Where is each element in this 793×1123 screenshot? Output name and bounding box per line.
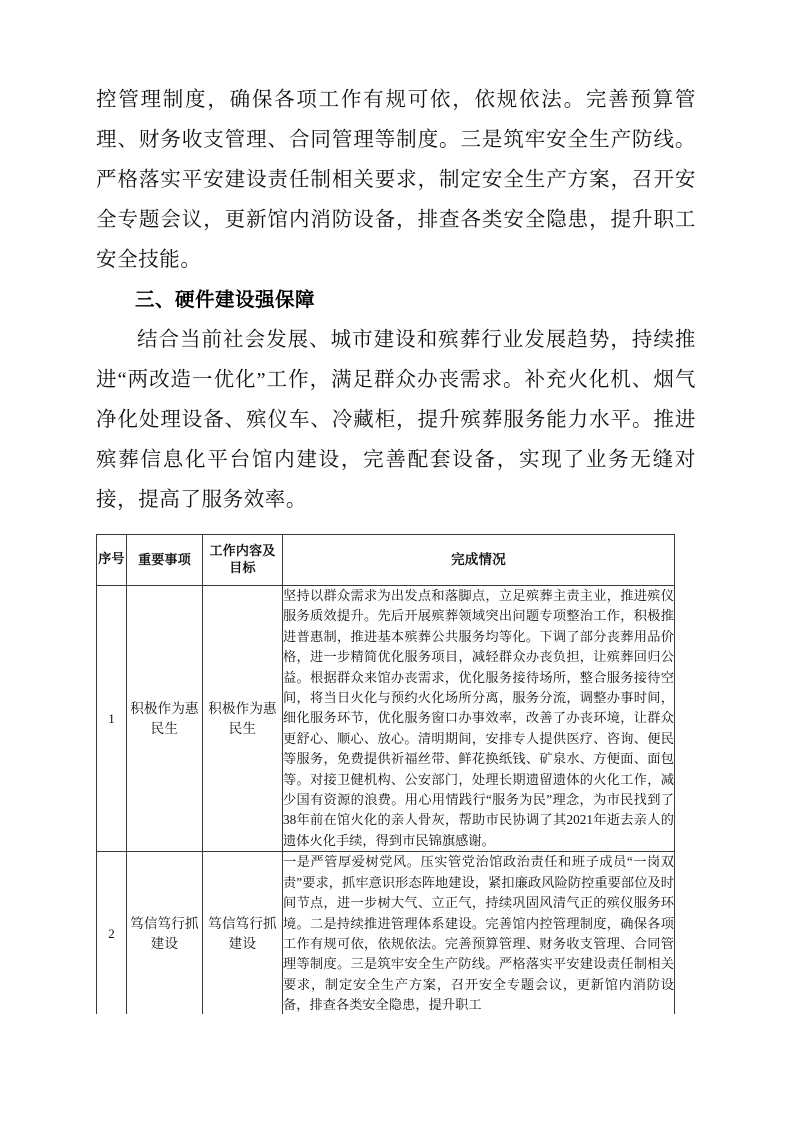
table-row	[97, 586, 675, 852]
cell-item: 积极作为惠民生	[127, 586, 203, 852]
report-table	[96, 534, 675, 1014]
column-header-index: 序号	[97, 535, 127, 586]
cell-item: 笃信笃行抓建设	[127, 852, 203, 1014]
table-body	[97, 586, 675, 1015]
body-paragraph-continued: 控管理制度，确保各项工作有规可依，依规依法。完善预算管理、财务收支管理、合同管理等制度。三是筑牢安全生产防线。严格落实平安建设责任制相关要求，制定安全生产方案，召开安全专题会议，更新馆内消防设备，排查各类安全隐患，提升职工安全技能。	[96, 89, 696, 271]
cell-index: 2	[97, 852, 127, 1014]
cell-status: 一是严管厚爱树党风。压实管党治馆政治责任和班子成员“一岗双责”要求，抓牢意识形态阵地建设，紧扣廉政风险防控重要部位及时间节点，进一步树大气、立正气，持续巩固风清气正的殡仪服务环境。二是持续推进管理体系建设。完善馆内控管理制度，确保各项工作有规可依，依规依法。完善预算管理、财务收支管理、合同管理等制度。三是筑牢安全生产防线。严格落实平安建设责任制相关要求，制定安全生产方案，召开安全专题会议，更新馆内消防设备，排查各类安全隐患，提升职工	[283, 852, 675, 1014]
column-header-target: 工作内容及目标	[203, 535, 283, 586]
document-content	[96, 80, 696, 1014]
table-row	[97, 852, 675, 1014]
cell-target: 积极作为惠民生	[203, 586, 283, 852]
column-header-status: 完成情况	[283, 535, 675, 586]
table-header-row	[97, 535, 675, 586]
column-header-item: 重要事项	[127, 535, 203, 586]
body-paragraph-hardware: 结合当前社会发展、城市建设和殡葬行业发展趋势，持续推进“两改造一优化”工作，满足群众办丧需求。补充火化机、烟气净化处理设备、殡仪车、冷藏柜，提升殡葬服务能力水平。推进殡葬信息化平台馆内建设，完善配套设备，实现了业务无缝对接，提高了服务效率。	[96, 329, 696, 511]
section-heading-3: 三、硬件建设强保障	[135, 288, 316, 311]
table-header	[97, 535, 675, 586]
cell-index: 1	[97, 586, 127, 852]
report-table-container	[96, 534, 696, 1014]
cell-status: 坚持以群众需求为出发点和落脚点，立足殡葬主责主业，推进殡仪服务质效提升。先后开展殡葬领域突出问题专项整治工作，积极推进普惠制，推进基本殡葬公共服务均等化。下调了部分丧葬用品价格，进一步精简优化服务项目，减轻群众办丧负担，让殡葬回归公益。根据群众来馆办丧需求，优化服务接待场所，整合服务接待空间，将当日火化与预约火化场所分离，服务分流，调整办事时间，细化服务环节，优化服务窗口办事效率，改善了办丧环境，让群众更舒心、顺心、放心。清明期间，安排专人提供医疗、咨询、便民等服务，免费提供祈福丝带、鲜花换纸钱、矿泉水、方便面、面包等。对接卫健机构、公安部门，处理长期遗留遗体的火化工作，减少国有资源的浪费。用心用情践行“服务为民”理念，为市民找到了38年前在馆火化的亲人骨灰，帮助市民协调了其2021年逝去亲人的遗体火化手续，得到市民锦旗感谢。	[283, 586, 675, 852]
cell-target: 笃信笃行抓建设	[203, 852, 283, 1014]
